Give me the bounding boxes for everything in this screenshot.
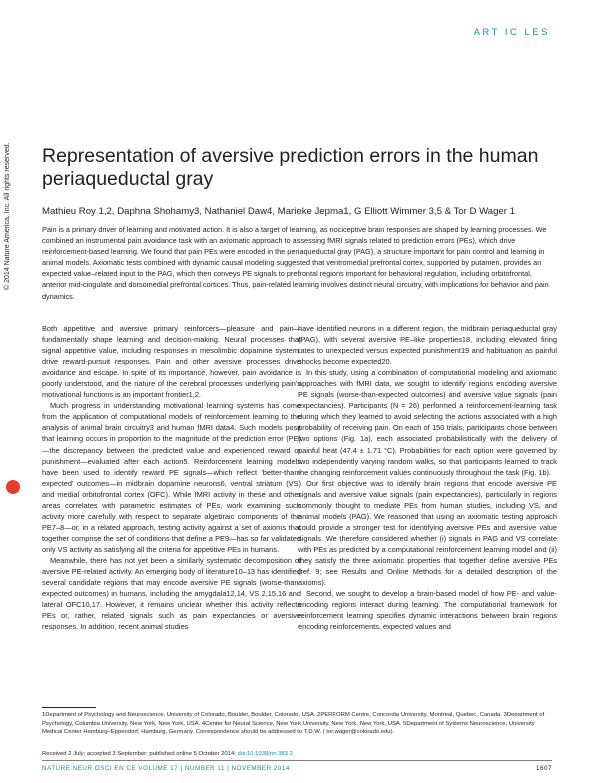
paragraph: have identified neurons in a different region, the midbrain periaqueductal gray (PAG), with several aversive PE–like properties18, including elevated firing rates to unexpected versus expected punishment19 and habituation as painful shocks become expected20. bbox=[298, 324, 557, 367]
paragraph: Second, we sought to develop a brain-based model of how PE- and value-encoding regions interact during learning. The computational framework for reinforcement learning specifies dynamic interactions between brain regions encoding reinforcements, expected values and bbox=[298, 589, 557, 632]
page-number: 1607 bbox=[535, 765, 552, 772]
article-title: Representation of aversive prediction errors in the human periaqueductal gray bbox=[42, 145, 539, 190]
paragraph: Meanwhile, there has not yet been a similarly systematic decomposition of aversive PE-related activity. An emerging body of literature10–13 has identified several candidate regions that may encode aversive PE signals (worse-than-expected outcomes) in humans, including the amygdala12,14, VS 2,15,16 and lateral OFC10,17. However, it remains unclear whether this activity reflects PEs or, rather, related signals such as pain expectancies or aversive responses. In addition, recent animal studies bbox=[42, 555, 301, 632]
abstract: Pain is a primary driver of learning and motivated action. It is also a target of learning, as nociceptive brain responses are shaped by learning processes. We combined an instrumental pain avoidance task with an axiomatic approach to assessing fMRI signals related to prediction errors (PEs), which drive reinforcement-based learning. We found that pain PEs were encoded in the periaqueductal gray (PAG), a structure important for pain control and learning in animal models. Axiomatic tests combined with dynamic causal modeling suggested that ventromedial prefrontal cortex, supported by putamen, provides an expected value–related input to the PAG, which then conveys PE signals to prefrontal regions important for behavioral regulation, including orbitofrontal, anterior mid-cingulate and dorsomedial prefrontal cortices. Thus, pain-related learning involves distinct neural circuitry, with implications for behavior and pain dynamics. bbox=[42, 225, 549, 301]
copyright-notice: © 2014 Nature America, Inc. All rights reserved. bbox=[4, 142, 11, 290]
paragraph: Our first objective was to identify brain regions that encode aversive PE signals and aversive value signals (pain expectancies), particularly in regions commonly thought to mediate PEs from human studies, including VS, and animal models (PAG). We reasoned that using an axiomatic testing approach could provide a stronger test for identifying aversive PEs and aversive value signals. We therefore considered whether (i) signals in PAG and VS correlate with PEs as predicted by a computational reinforcement learning model and (ii) they satisfy the three axiomatic properties that together define aversive PEs (ref. 9; see Results and Online Methods for a detailed description of the axioms). bbox=[298, 478, 557, 588]
affiliations: 1Department of Psychology and Neuroscience, University of Colorado, Boulder, Boulder, Colorado, USA. 2PERFORM Centre, Concordia University, Montreal, Quebec, Canada. 3Department of Psychology, Columbia University, New York, New York, USA. 4Center for Neural Science, New York University, New York, New York, USA. 5Department of Systems Neuroscience, University Medical Center Hamburg–Eppendorf, Hamburg, Germany. Correspondence should be addressed to T.D.W. ( tor.wager@colorado.edu). bbox=[42, 712, 545, 736]
npg-logo-icon bbox=[6, 480, 20, 494]
received-dates bbox=[42, 751, 293, 757]
body-column-left bbox=[42, 323, 301, 632]
footnote-divider bbox=[42, 707, 96, 708]
doi-link[interactable]: doi:10.1038/nn.383 2 bbox=[237, 751, 293, 757]
body-column-right bbox=[298, 323, 557, 632]
journal-info: NATURE NEUR OSCI EN CE VOLUME 17 | NUMBER 11 | NOVEMBER 2014 bbox=[42, 765, 290, 772]
received-text: Received 2 July; accepted 3 September; published online 5 October 2014; bbox=[42, 751, 236, 757]
page-footer bbox=[42, 765, 552, 772]
section-label: ART IC LES bbox=[473, 27, 550, 38]
paragraph: Both appetitive and aversive primary reinforcers—pleasure and pain—fundamentally shape learning and decision-making. Neural processes that signal appetitive value, including responses in mesolimbic dopamine system, drive reward-pursuit responses. Pain and other aversive processes drive avoidance and escape. In spite of its importance, however, pain avoidance is poorly understood, and the nature of the cerebral processes underlying pain's motivational functions is an important frontier1,2. bbox=[42, 324, 301, 400]
author-list: Mathieu Roy 1,2, Daphna Shohamy3, Nathaniel Daw4, Marieke Jepma1, G Elliott Wimmer 3,5 & Tor D Wager 1 bbox=[42, 206, 515, 217]
footer-divider bbox=[42, 760, 552, 761]
paragraph: Much progress in understanding motivational learning systems has come from the application of computational models of reinforcement learning to the analysis of animal brain circuitry3 and human fMRI data4. Such models posit that learning occurs in proportion to the magnitude of the prediction error (PE)—the discrepancy between the predicted value and experienced reward or punishment—evaluated after each action5. Reinforcement learning models have been used to identify reward PE signals—which reflect 'better-than-expected' outcomes—in midbrain dopamine neurons6, ventral striatum (VS) and medial orbitofrontal cortex (OFC). While fMRI activity in these and other areas correlates with parametric estimates of PEs, work examining such activity more carefully with respect to separate algebraic components of the PE7–8—or, in a related approach, testing activity against a set of axioms that together comprise the set of conditions that define a PE9—has so far validated only VS activity as satisfying all the criteria for appetitive PEs in humans. bbox=[42, 401, 301, 554]
paragraph: In this study, using a combination of computational modeling and axiomatic approaches with fMRI data, we sought to identify regions encoding aversive PE signals (worse-than-expected outcomes) and aversive value signals (pain expectancies). Participants (N = 26) performed a reinforcement-learning task during which they learned to avoid selecting the actions associated with a high probability of receiving pain. On each of 150 trials, participants chose between two options (Fig. 1a), each associated probabilistically with the delivery of painful heat (47.4 ± 1.71 °C). Probabilities for each option were governed by two independently varying random walks, so that participants learned to track the changing reinforcement values continuously throughout the task (Fig. 1b). bbox=[298, 368, 557, 477]
